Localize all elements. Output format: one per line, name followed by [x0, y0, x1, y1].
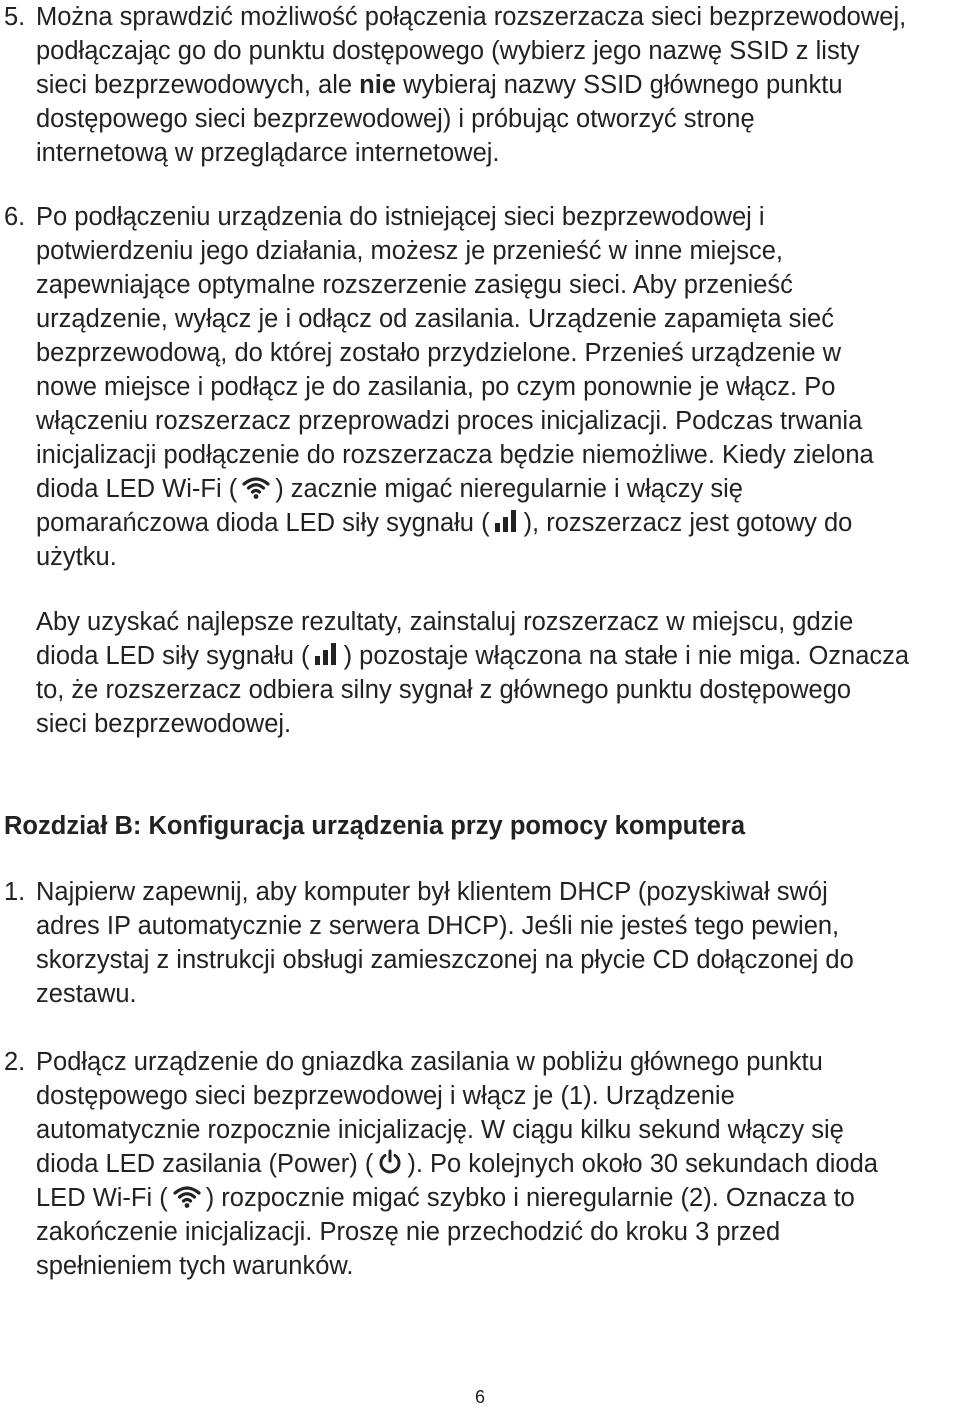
- emphasis-text: nie: [359, 71, 397, 99]
- signal-strength-icon: [314, 641, 340, 667]
- text-line: sieci bezprzewodowych, ale nie wybieraj nazwy SSID głównego punktu: [36, 71, 843, 99]
- item-number: 6.: [4, 203, 26, 231]
- text-line: Podłącz urządzenie do gniazdka zasilania w pobliżu głównego punktu: [36, 1048, 823, 1076]
- item-number: 1.: [4, 878, 26, 906]
- text-line: zapewniające optymalne rozszerzenie zasięgu sieci. Aby przenieść: [36, 271, 793, 299]
- text-line: zestawu.: [36, 980, 137, 1008]
- text-line: Najpierw zapewnij, aby komputer był klientem DHCP (pozyskiwał swój: [36, 878, 828, 906]
- text-line: Aby uzyskać najlepsze rezultaty, zainstaluj rozszerzacz w miejscu, gdzie: [36, 608, 854, 636]
- text-line: urządzenie, wyłącz je i odłącz od zasilania. Urządzenie zapamięta sieć: [36, 305, 834, 333]
- text-line: internetową w przeglądarce internetowej.: [36, 139, 500, 167]
- text-line: LED Wi-Fi ( ) rozpocznie migać szybko i nieregularnie (2). Oznacza to: [36, 1184, 855, 1212]
- power-icon: [377, 1149, 403, 1175]
- page-number: 6: [474, 1387, 485, 1407]
- section-heading: Rozdział B: Konfiguracja urządzenia przy pomocy komputera: [4, 812, 746, 840]
- text-line: Po podłączeniu urządzenia do istniejącej sieci bezprzewodowej i: [36, 203, 765, 231]
- text-line: adres IP automatycznie z serwera DHCP). Jeśli nie jesteś tego pewien,: [36, 912, 840, 940]
- text-line: Można sprawdzić możliwość połączenia rozszerzacza sieci bezprzewodowej,: [36, 3, 907, 31]
- text-line: bezprzewodową, do której zostało przydzielone. Przenieś urządzenie w: [36, 339, 842, 367]
- wifi-icon: [172, 1183, 202, 1209]
- text-line: automatycznie rozpocznie inicjalizację. W ciągu kilku sekund włączy się: [36, 1116, 844, 1144]
- text-line: dostępowego sieci bezprzewodowej) i próbując otworzyć stronę: [36, 105, 755, 133]
- text-line: inicjalizacji podłączenie do rozszerzacza będzie niemożliwe. Kiedy zielona: [36, 441, 874, 469]
- text-line: skorzystaj z instrukcji obsługi zamieszczonej na płycie CD dołączonej do: [36, 946, 854, 974]
- text-line: spełnieniem tych warunków.: [36, 1252, 354, 1280]
- text-line: dioda LED Wi-Fi ( ) zacznie migać nieregularnie i włączy się: [36, 475, 743, 503]
- text-line: pomarańczowa dioda LED siły sygnału ( ), rozszerzacz jest gotowy do: [36, 509, 853, 537]
- item-number: 5.: [4, 3, 26, 31]
- text-line: dioda LED siły sygnału ( ) pozostaje włączona na stałe i nie miga. Oznacza: [36, 642, 910, 670]
- signal-strength-icon: [494, 508, 520, 534]
- text-line: dostępowego sieci bezprzewodowej i włącz je (1). Urządzenie: [36, 1082, 735, 1110]
- text-line: nowe miejsce i podłącz je do zasilania, po czym ponownie je włącz. Po: [36, 373, 836, 401]
- text-line: dioda LED zasilania (Power) ( ). Po kolejnych około 30 sekundach dioda: [36, 1150, 878, 1178]
- text-line: włączeniu rozszerzacz przeprowadzi proces inicjalizacji. Podczas trwania: [36, 407, 863, 435]
- text-line: zakończenie inicjalizacji. Proszę nie przechodzić do kroku 3 przed: [36, 1218, 781, 1246]
- text-line: to, że rozszerzacz odbiera silny sygnał z głównego punktu dostępowego: [36, 676, 852, 704]
- text-line: potwierdzeniu jego działania, możesz je przenieść w inne miejsce,: [36, 237, 783, 265]
- wifi-icon: [241, 474, 271, 500]
- text-line: sieci bezprzewodowej.: [36, 710, 292, 738]
- text-line: użytku.: [36, 543, 117, 571]
- text-line: podłączając go do punktu dostępowego (wybierz jego nazwę SSID z listy: [36, 37, 860, 65]
- item-number: 2.: [4, 1048, 26, 1076]
